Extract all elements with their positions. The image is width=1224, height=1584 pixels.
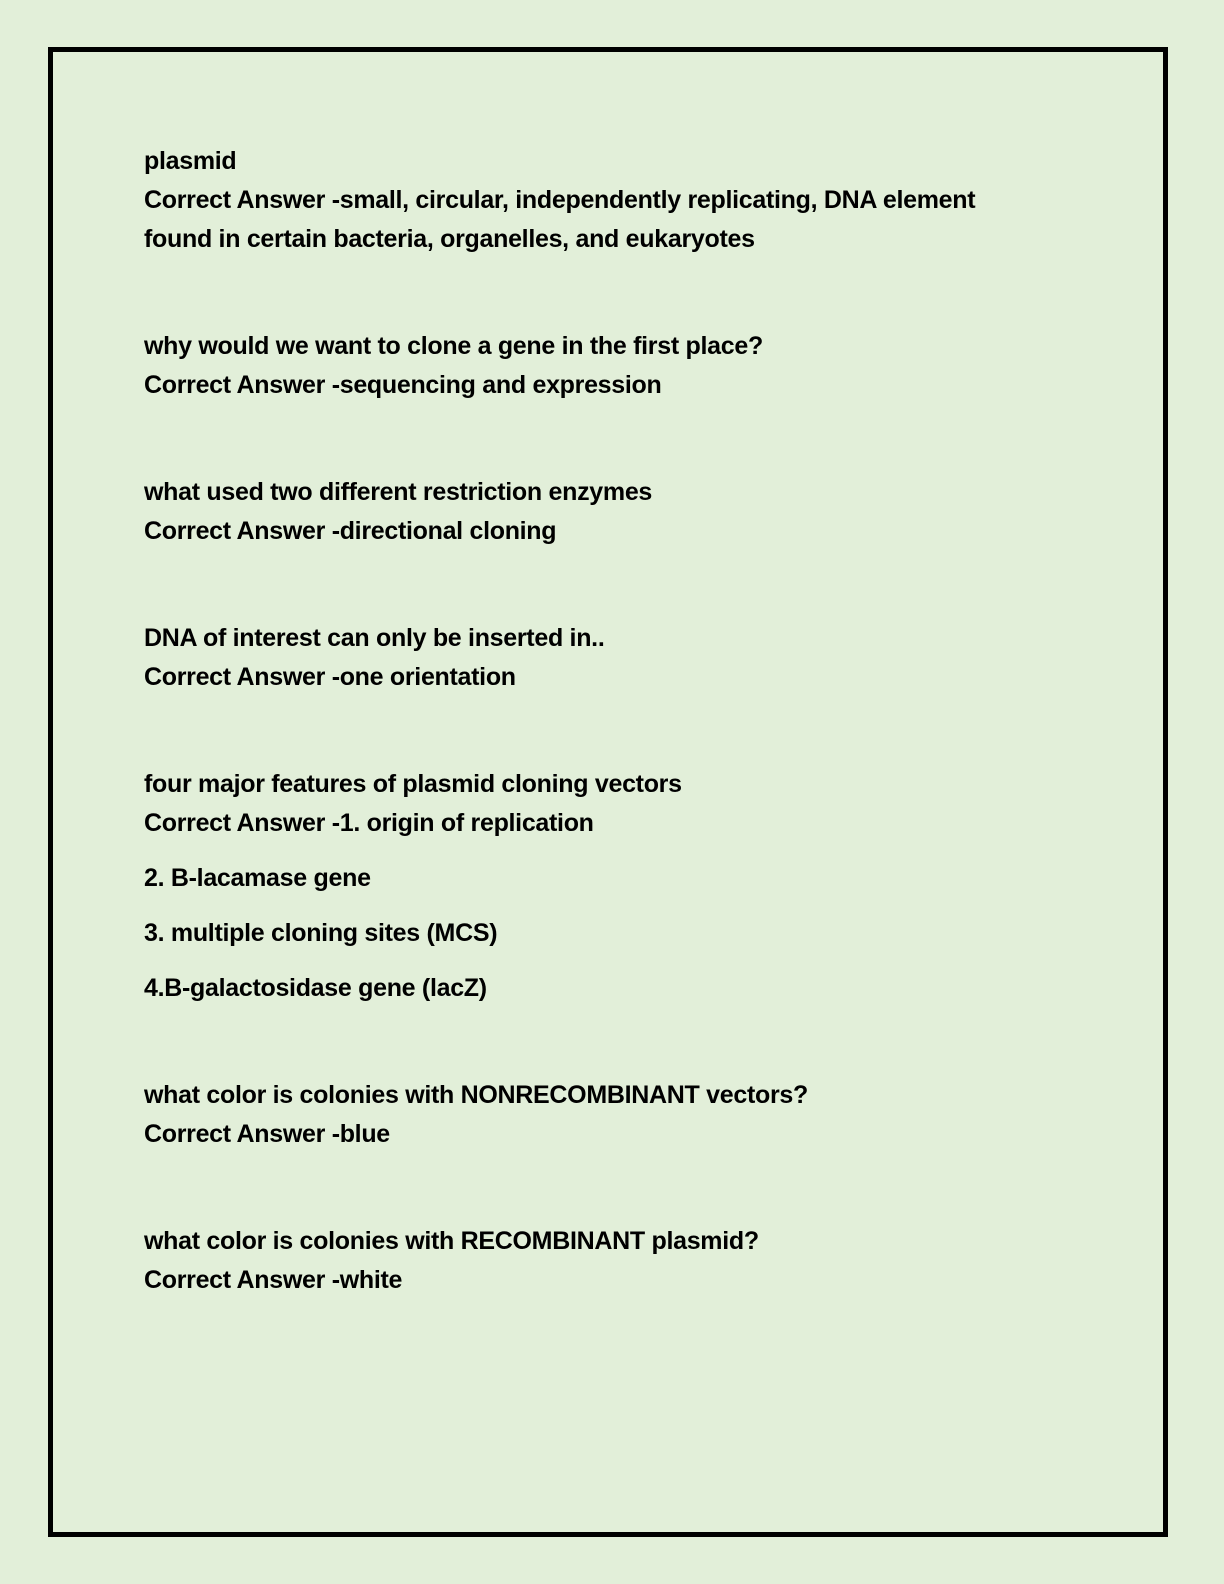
question-text: four major features of plasmid cloning vectors (144, 770, 682, 798)
qa-item (144, 619, 1104, 697)
answer-text: Correct Answer -small, circular, independently replicating, DNA element found in certain bacteria, organelles, and eukaryotes (144, 186, 976, 253)
answer-list-item: 4.B-galactosidase gene (lacZ) (144, 974, 487, 1002)
answer-list-item: 3. multiple cloning sites (MCS) (144, 919, 498, 947)
question-text: why would we want to clone a gene in the first place? (144, 332, 763, 360)
answer-text: Correct Answer -sequencing and expression (144, 371, 662, 399)
question-text: what color is colonies with NONRECOMBINANT vectors? (144, 1081, 808, 1109)
question-text: what used two different restriction enzymes (144, 478, 653, 506)
qa-item (144, 327, 1104, 405)
question-text: DNA of interest can only be inserted in.. (144, 624, 605, 652)
answer-text: Correct Answer -directional cloning (144, 517, 557, 545)
answer-list-item: 2. B-lacamase gene (144, 864, 371, 892)
answer-text: Correct Answer -1. origin of replication (144, 809, 594, 837)
answer-text: Correct Answer -blue (144, 1120, 390, 1148)
answer-text: Correct Answer -white (144, 1266, 403, 1294)
answer-text: Correct Answer -one orientation (144, 663, 516, 691)
qa-item (144, 473, 1104, 551)
question-text: what color is colonies with RECOMBINANT plasmid? (144, 1227, 759, 1255)
document-body (144, 142, 1104, 1368)
qa-item (144, 765, 1104, 1008)
qa-item (144, 142, 1104, 259)
qa-item (144, 1222, 1104, 1300)
question-text: plasmid (144, 147, 237, 175)
qa-item (144, 1076, 1104, 1154)
